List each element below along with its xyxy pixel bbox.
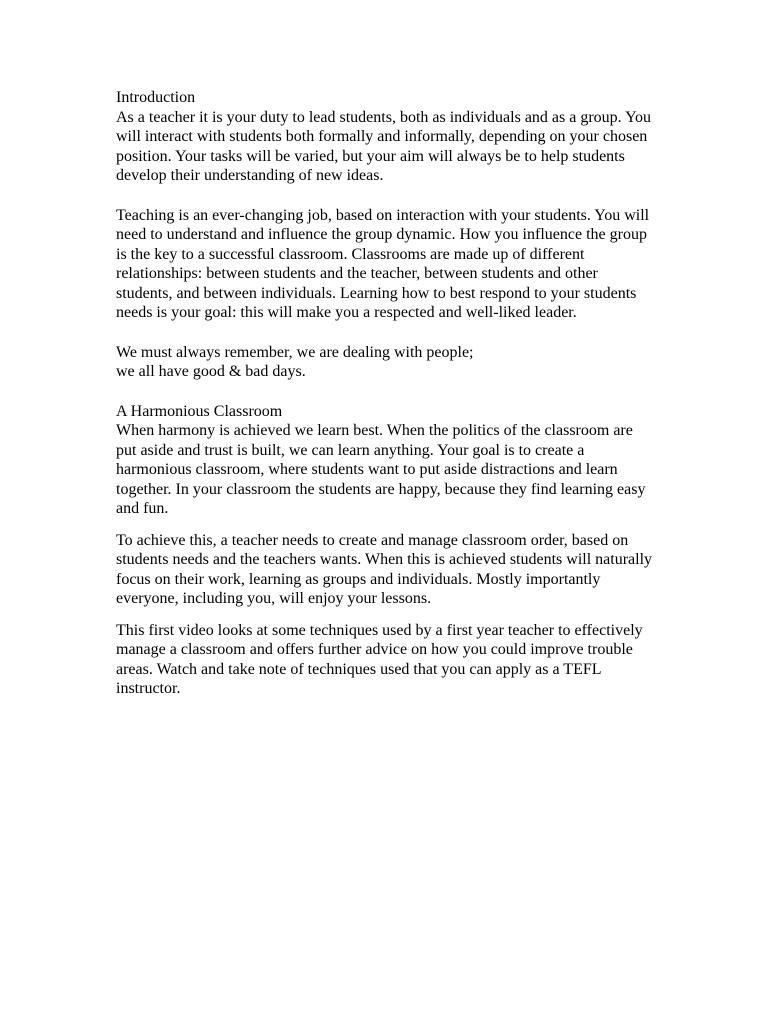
paragraph-spacer <box>116 186 656 206</box>
paragraph-spacer <box>116 609 656 621</box>
paragraph-harmony-2: To achieve this, a teacher needs to create and manage classroom order, based on students needs and the teachers wants. When this is achieved students will naturally focus on their work, learning as groups and individuals. Mostly importantly everyone, including you, will enjoy your lessons. <box>116 531 653 607</box>
paragraph-intro-1: As a teacher it is your duty to lead students, both as individuals and as a group. You will interact with students both formally and informally, depending on your chosen position. Your tasks will be varied, but your aim will always be to help students develop their understanding of new ideas. <box>116 108 652 184</box>
section-heading-introduction: Introduction <box>116 89 196 106</box>
paragraph-spacer <box>116 323 656 343</box>
paragraph-spacer <box>116 382 656 402</box>
document-page <box>116 88 656 699</box>
paragraph-intro-3-line-1: We must always remember, we are dealing with people; <box>116 343 474 361</box>
paragraph-spacer <box>116 519 656 531</box>
paragraph-intro-2: Teaching is an ever-changing job, based on interaction with your students. You will need to understand and influence the group dynamic. How you influence the group is the key to a successful classroom. Classrooms are made up of different relationships: between students and the teacher, between students and other students, and between individuals. Learning how to best respond to your students needs is your goal: this will make you a respected and well-liked leader. <box>116 206 650 321</box>
paragraph-intro-3-line-2: we all have good & bad days. <box>116 363 306 380</box>
section-heading-harmonious-classroom: A Harmonious Classroom <box>116 402 283 420</box>
paragraph-harmony-1: When harmony is achieved we learn best. When the politics of the classroom are put aside and trust is built, we can learn anything. Your goal is to create a harmonious classroom, where students want to put aside distractions and learn together. In your classroom the students are happy, because they find learning easy and fun. <box>116 422 646 517</box>
paragraph-harmony-3: This first video looks at some techniques used by a first year teacher to effectively manage a classroom and offers further advice on how you could improve trouble areas. Watch and take note of techniques used that you can apply as a TEFL instructor. <box>116 621 643 697</box>
